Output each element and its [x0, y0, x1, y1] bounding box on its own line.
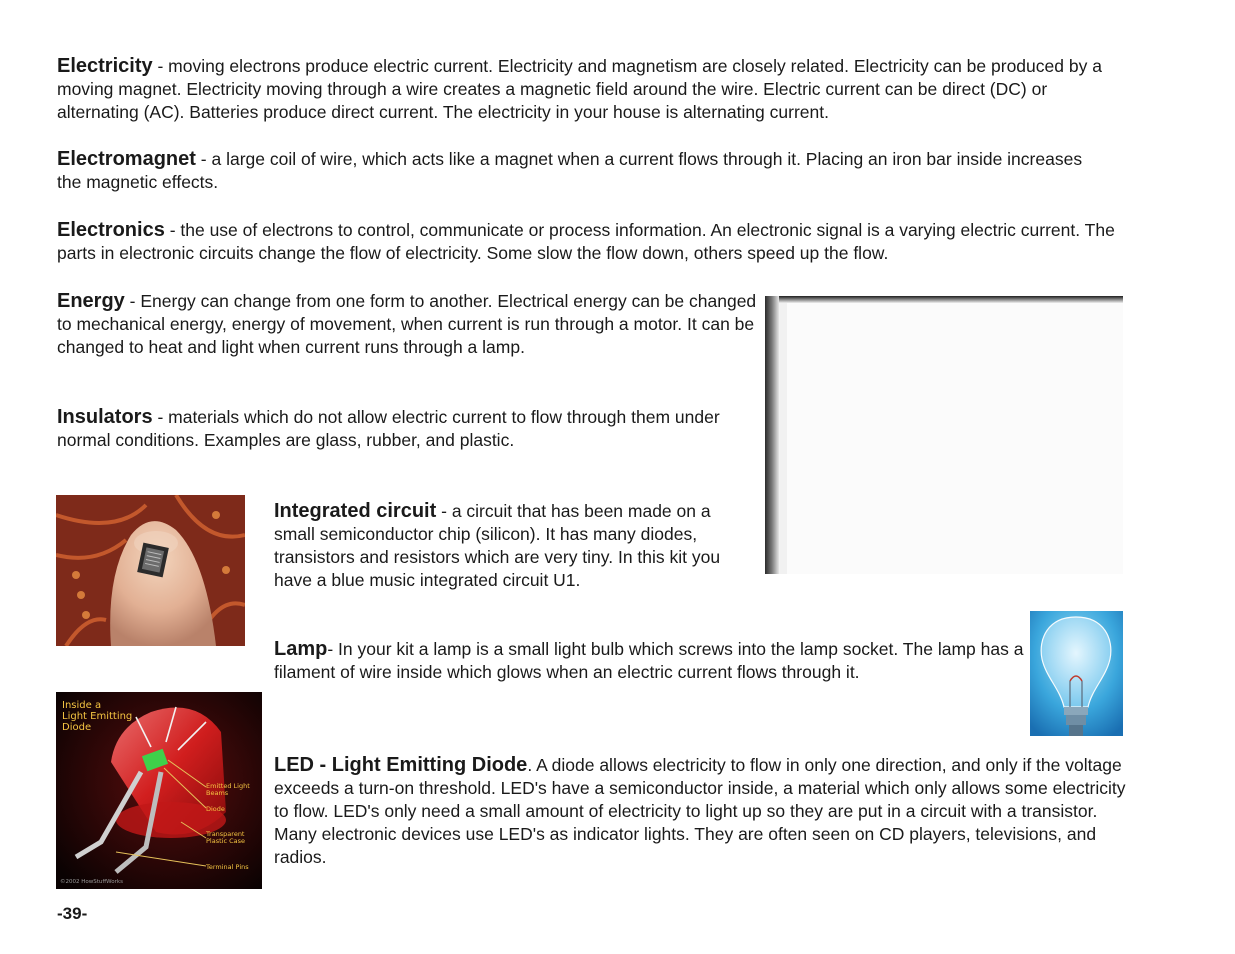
term-energy: Energy: [57, 290, 125, 312]
definition-lamp: - In your kit a lamp is a small light bulb which screws into the lamp socket. The lamp has a filament of wire inside which glows when an electric current flows through it.: [274, 639, 1024, 682]
definition-integrated-circuit: - a circuit that has been made on a small semiconductor chip (silicon). It has many diodes, transistors and resistors which are very tiny. In this kit you have a blue music integrated circuit U1.: [274, 501, 721, 590]
blank-framed-image: [765, 296, 1123, 574]
term-insulators: Insulators: [57, 406, 153, 428]
led-label-plastic-case: Transparent Plastic Case: [206, 830, 245, 845]
definition-insulators: - materials which do not allow electric current to flow through them under normal conditions. Examples are glass, rubber, and plastic.: [57, 407, 720, 450]
integrated-circuit-photo: [56, 495, 245, 646]
term-electromagnet: Electromagnet: [57, 148, 196, 170]
light-bulb-photo: [1030, 611, 1123, 736]
entry-led: [274, 754, 1126, 869]
entry-integrated-circuit: [274, 500, 752, 592]
definition-electronics: - the use of electrons to control, communicate or process information. An electronic signal is a varying electric current. The parts in electronic circuits change the flow of electricity. Some slow the flow down, others speed up the flow.: [57, 220, 1115, 263]
page-number: -39-: [57, 904, 88, 923]
term-integrated-circuit: Integrated circuit: [274, 500, 437, 522]
definition-electromagnet: - a large coil of wire, which acts like a magnet when a current flows through it. Placing an iron bar inside increases the magnetic effects.: [57, 149, 1083, 192]
entry-electronics: [57, 219, 1117, 265]
term-electronics: Electronics: [57, 219, 165, 241]
entry-electromagnet: [57, 148, 1097, 194]
entry-electricity: [57, 55, 1127, 124]
led-label-emitted-light: Emitted Light Beams: [206, 782, 250, 797]
entry-insulators: [57, 406, 747, 452]
definition-energy: - Energy can change from one form to another. Electrical energy can be changed to mechanical energy, energy of movement, when current is run through a motor. It can be changed to heat and light when current runs through a lamp.: [57, 291, 757, 357]
term-led: LED - Light Emitting Diode: [274, 754, 528, 776]
led-diagram-image: [56, 692, 262, 889]
definition-electricity: - moving electrons produce electric current. Electricity and magnetism are closely related. Electricity can be produced by a moving magnet. Electricity moving through a wire creates a magnetic field around the wire. Electric current can be direct (DC) or alternating (AC). Batteries produce direct current. The electricity in your house is alternating current.: [57, 56, 1102, 122]
led-label-terminal-pins: Terminal Pins: [206, 863, 249, 871]
entry-energy: [57, 290, 757, 359]
term-electricity: Electricity: [57, 55, 153, 77]
entry-lamp: [274, 638, 1032, 684]
led-diagram-credit: ©2002 HowStuffWorks: [60, 879, 123, 885]
led-diagram-title: Inside a Light Emitting Diode: [62, 700, 133, 733]
term-lamp: Lamp: [274, 638, 328, 660]
definition-led: . A diode allows electricity to flow in only one direction, and only if the voltage exceeds a turn-on threshold. LED's have a semiconductor inside, a material which only allows some electricity to flow. LED's only need a small amount of electricity to light up so they are put in a circuit with a transistor. Many electronic devices use LED's as indicator lights. They are often seen on CD players, televisions, and radios.: [274, 755, 1126, 867]
led-label-diode: Diode: [206, 805, 225, 813]
